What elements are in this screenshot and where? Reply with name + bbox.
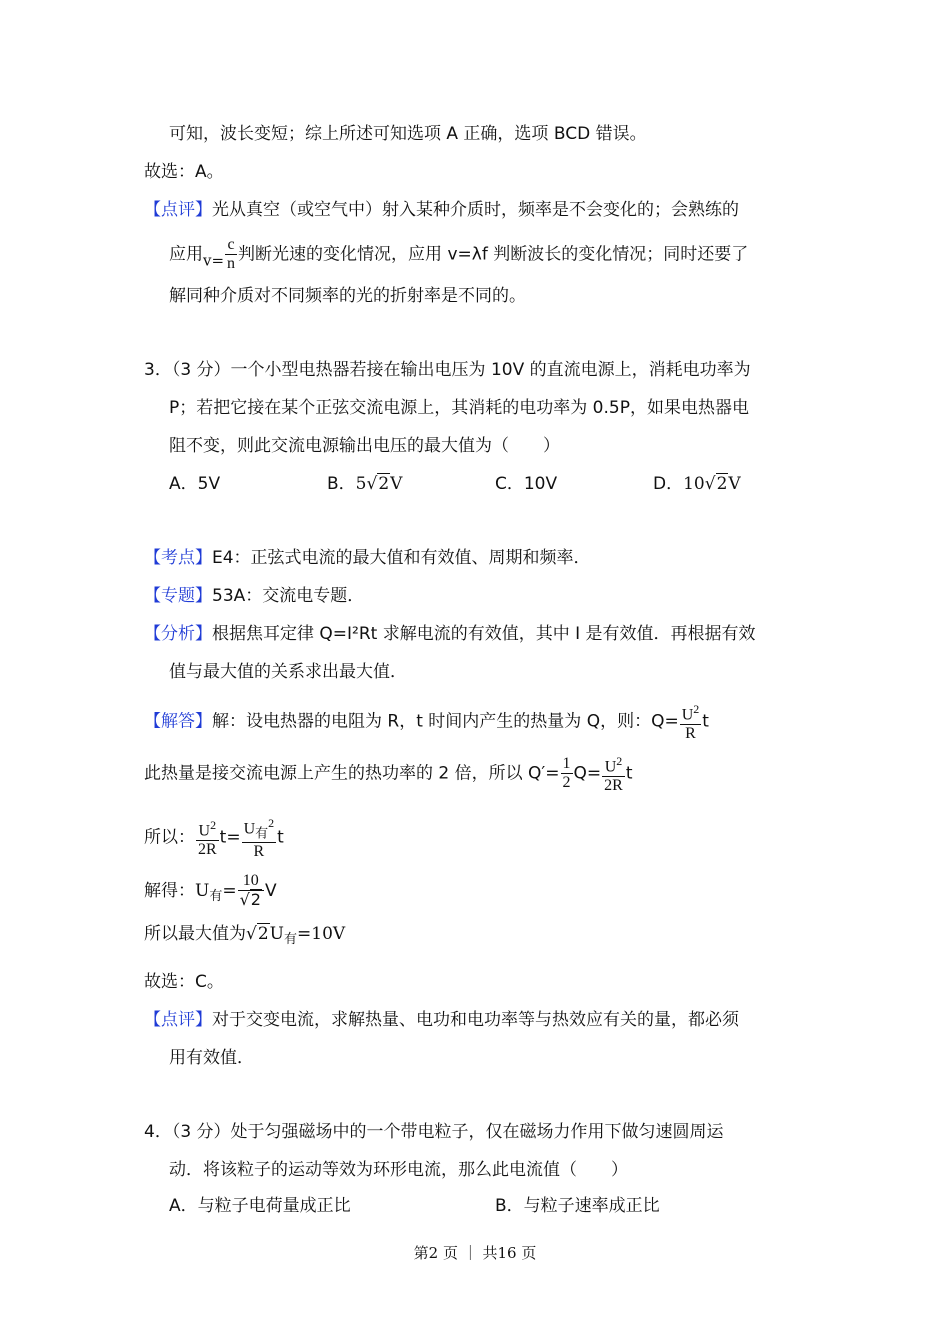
question-3-line-2: P；若把它接在某个正弦交流电源上，其消耗的电功率为 0.5P，如果电热器电 (169, 398, 749, 418)
solution-answer: 故选：C。 (144, 972, 224, 992)
comment-line-1: 【点评】对于交变电流，求解热量、电功和电功率等与热效应有关的量，都必须 (144, 1010, 739, 1030)
option-c: C．10V (495, 474, 558, 494)
page-footer: 第2 页 ｜ 共16 页 (413, 1244, 537, 1262)
formula-v: v= (203, 251, 225, 270)
question-4-line-2: 动．将该粒子的运动等效为环形电流，那么此电流值（ ） (169, 1160, 628, 1180)
question-3-line-1: 3．（3 分）一个小型电热器若接在输出电压为 10V 的直流电源上，消耗电功率为 (144, 360, 751, 380)
review-text: 光从真空（或空气中）射入某种介质时，频率是不会变化的；会熟练的 (212, 200, 739, 220)
answer-choice-text: 故选：A。 (144, 162, 224, 182)
topic: 【专题】53A：交流电专题． (144, 586, 365, 606)
review-tag: 【点评】 (144, 200, 212, 220)
option-d: D．10√2V (653, 474, 741, 494)
review-line-2 (169, 236, 748, 273)
q4-option-b: B．与粒子速率成正比 (495, 1196, 660, 1216)
review-text: 判断光速的变化情况，应用 v=λf 判断波长的变化情况；同时还要了 (238, 244, 749, 265)
solution-line-3: 所以： $\frac{U^2}{2R}$ t= $\frac{U_有^2}{R}$ t (144, 816, 284, 861)
option-b: B．5√2V (327, 474, 403, 494)
solution-line-4: 解得：$U_有=$ $\frac{10}{√2}$ V (144, 872, 277, 909)
review-line-3: 解同种介质对不同频率的光的折射率是不同的。 (169, 286, 526, 306)
formula-fraction: $\frac{c}{n}$ (227, 236, 236, 272)
knowledge-point: 【考点】E4：正弦式电流的最大值和有效值、周期和频率． (144, 548, 591, 568)
analysis-line-2: 值与最大值的关系求出最大值． (169, 662, 407, 682)
option-a: A．5V (169, 474, 221, 494)
review-text: 应用 (169, 244, 203, 265)
solution-line-5: 所以最大值为$√2U_有=10V$ (144, 924, 346, 947)
analysis-line-1: 【分析】根据焦耳定律 Q=I²Rt 求解电流的有效值，其中 I 是有效值．再根据有效 (144, 624, 756, 644)
question-4-line-1: 4．（3 分）处于匀强磁场中的一个带电粒子，仅在磁场力作用下做匀速圆周运 (144, 1122, 724, 1142)
question-3-line-3: 阻不变，则此交流电源输出电压的最大值为（ ） (169, 436, 560, 456)
solution-line-2: 此热量是接交流电源上产生的热功率的 2 倍，所以 Q′= $\frac{1}{2}$ Q= $\frac{U^2}{2R}$ t (144, 754, 633, 795)
review-line-1 (144, 198, 739, 222)
solution-line-1: 【解答】解：设电热器的电阻为 R，t 时间内产生的热量为 Q，则：Q= $\frac{U^2}{R}$ t (144, 702, 709, 743)
paragraph-text: 可知，波长变短；综上所述可知选项 A 正确，选项 BCD 错误。 (169, 124, 647, 144)
comment-line-2: 用有效值． (169, 1048, 254, 1068)
q4-option-a: A．与粒子电荷量成正比 (169, 1196, 351, 1216)
